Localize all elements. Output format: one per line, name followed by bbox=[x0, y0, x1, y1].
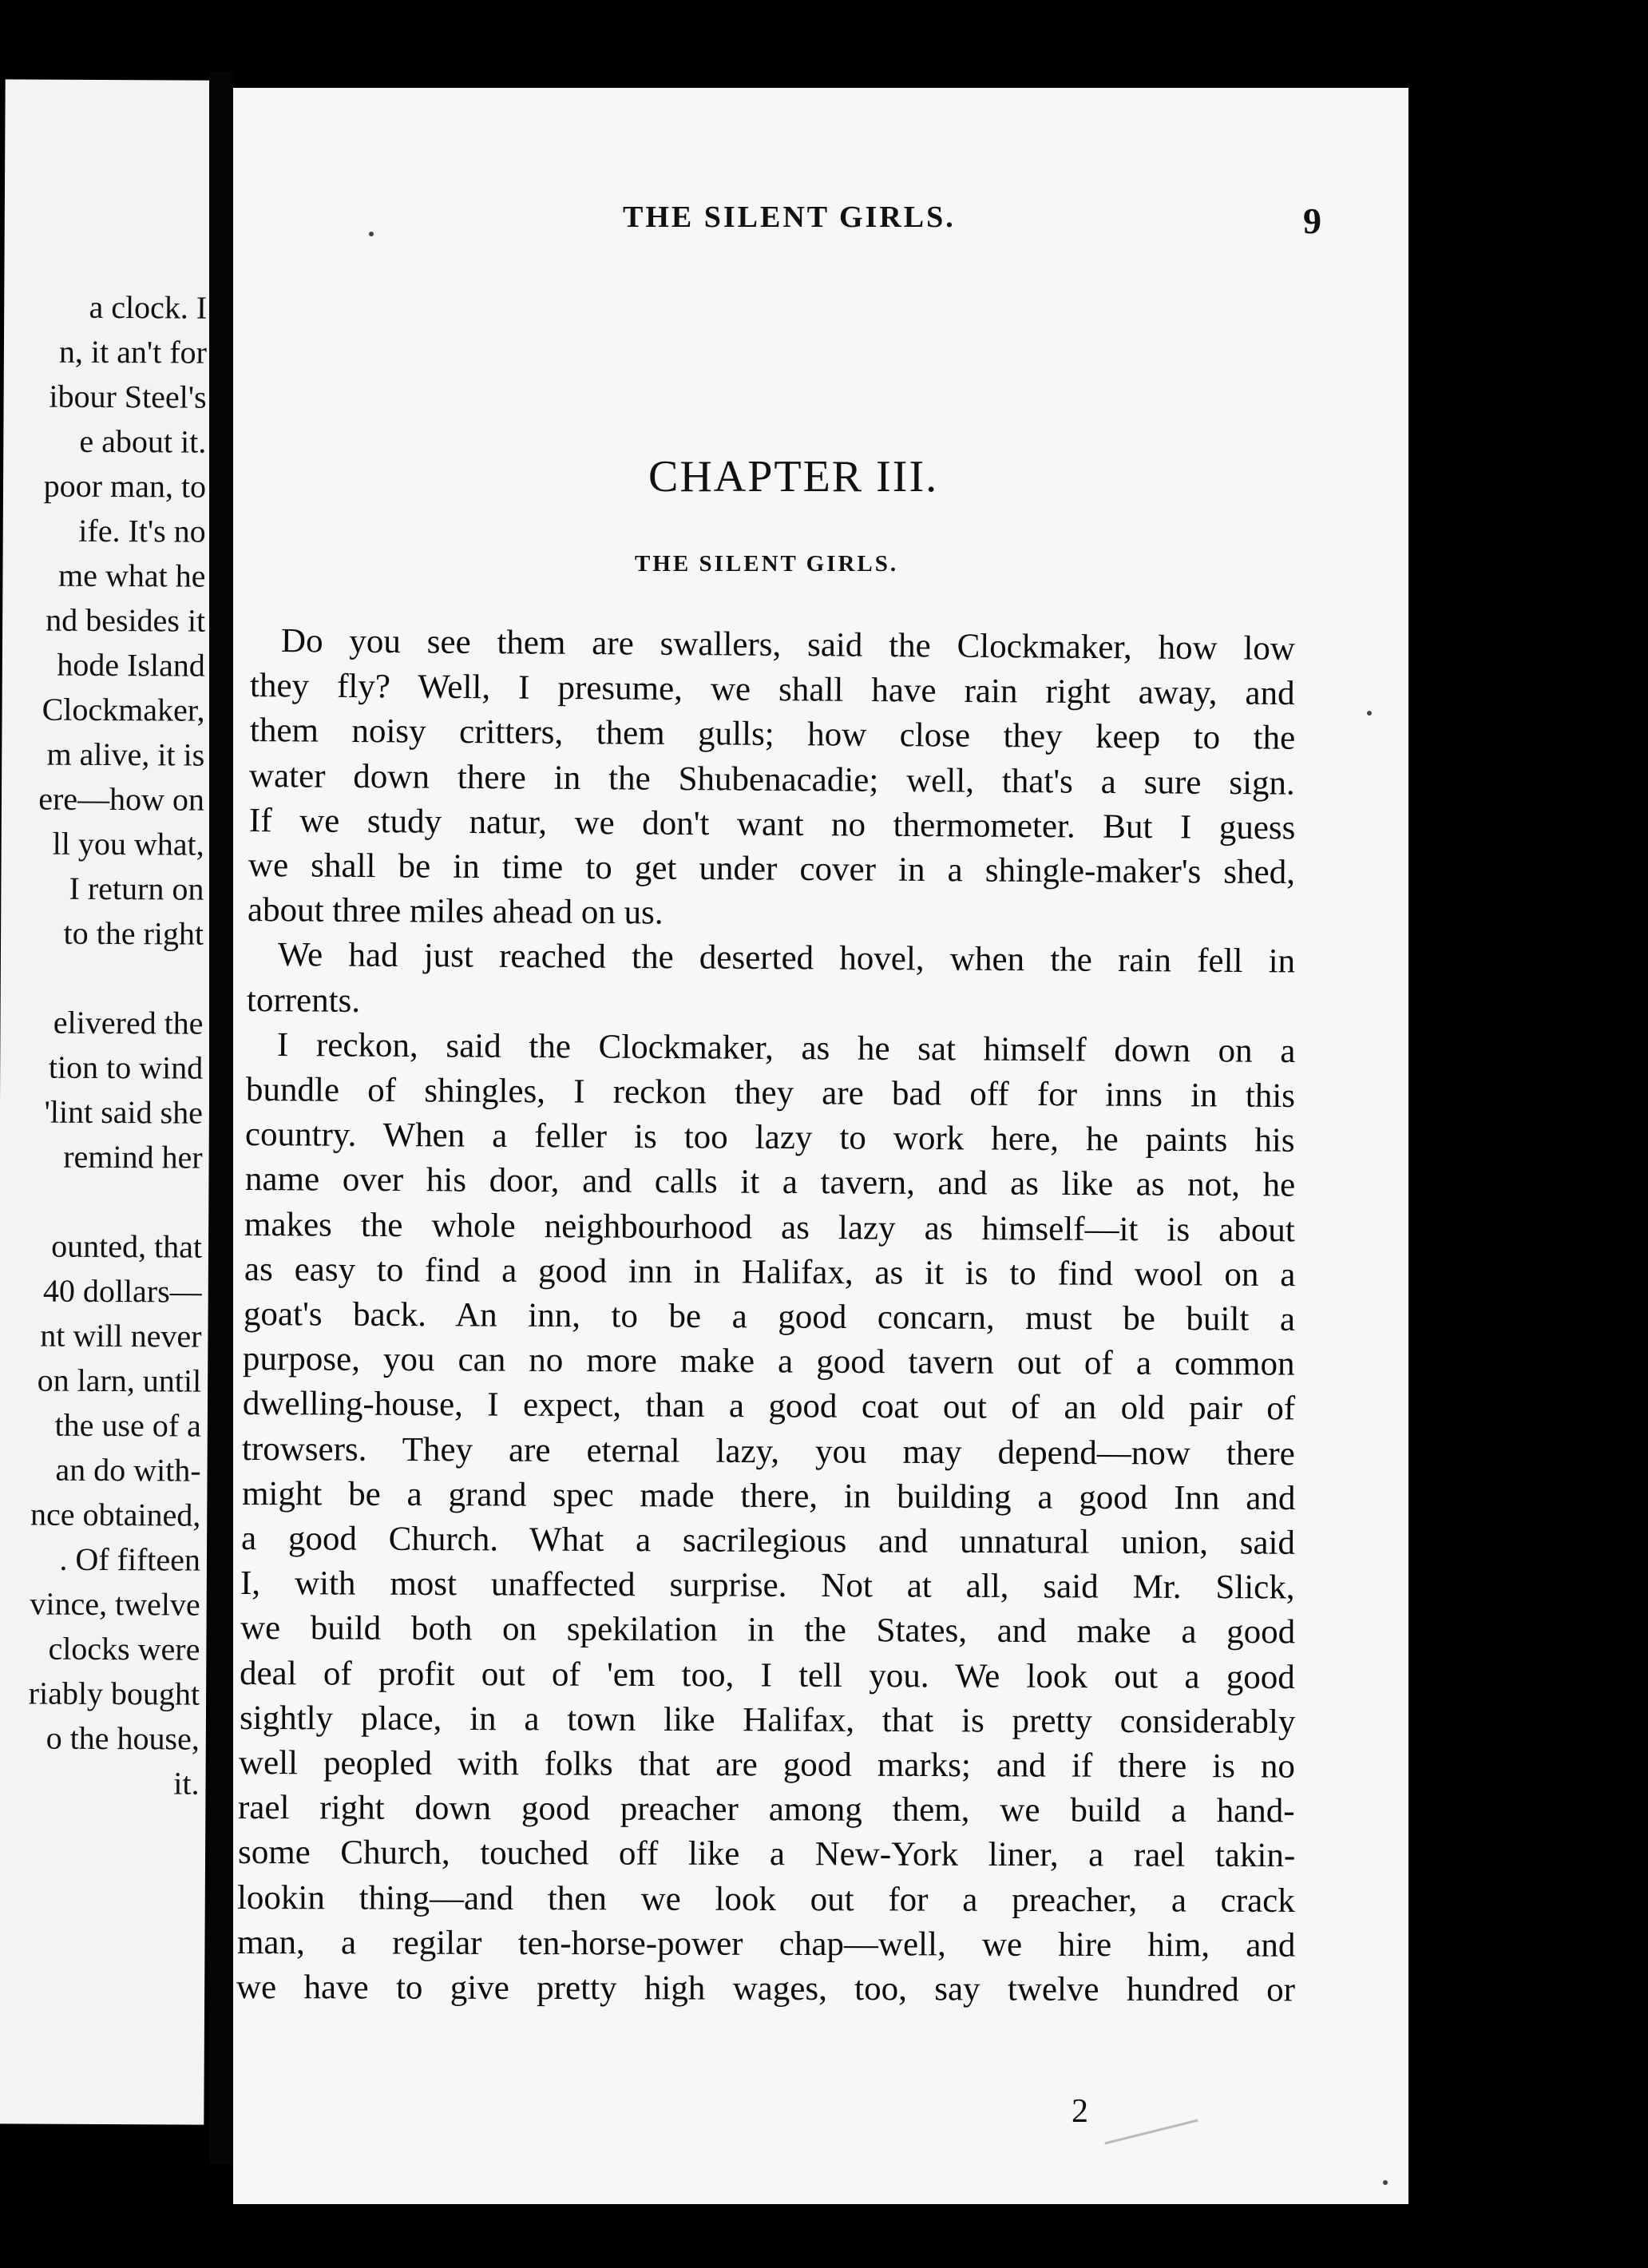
left-page-line: m alive, it is bbox=[46, 736, 205, 773]
left-page-line: nt will never bbox=[40, 1317, 202, 1354]
body-text-line: deal of profit out of 'em too, I tell you. We look out a good bbox=[240, 1654, 1296, 1696]
left-page-line: on larn, until bbox=[37, 1362, 202, 1399]
scratch-mark bbox=[1104, 2119, 1198, 2145]
chapter-title: CHAPTER III. bbox=[648, 452, 939, 502]
body-text-line: man, a regilar ten-horse-power chap—well, we hire him, and bbox=[236, 1923, 1296, 1965]
speck bbox=[1367, 711, 1372, 716]
left-page-line: ibour Steel's bbox=[49, 378, 207, 415]
body-text-line: water down there in the Shubenacadie; well, that's a sure sign. bbox=[249, 756, 1296, 803]
left-page-line: elivered the bbox=[53, 1004, 204, 1041]
body-text-line: goat's back. An inn, to be a good concarn, must be built a bbox=[243, 1295, 1296, 1338]
body-text-line: Do you see them are swallers, said the Clockmaker, how low bbox=[280, 622, 1296, 668]
body-text-line: makes the whole neighbourhood as lazy as himself—it is about bbox=[244, 1205, 1296, 1249]
left-page-line: hode Island bbox=[57, 646, 205, 684]
left-page-line: vince, twelve bbox=[30, 1585, 200, 1623]
left-page bbox=[0, 79, 215, 2124]
left-page-line: riably bought bbox=[28, 1675, 200, 1712]
body-text-line: sightly place, in a town like Halifax, that is pretty considerably bbox=[239, 1699, 1296, 1741]
left-page-line: to the right bbox=[63, 914, 204, 952]
left-page-line: 'lint said she bbox=[44, 1093, 204, 1131]
left-page-line: the use of a bbox=[54, 1406, 201, 1444]
left-page-line: remind her bbox=[63, 1138, 203, 1176]
body-text-line: bundle of shingles, I reckon they are bad off for inns in this bbox=[245, 1071, 1296, 1116]
body-text-line: We had just reached the deserted hovel, when the rain fell in bbox=[277, 936, 1296, 981]
section-title: THE SILENT GIRLS. bbox=[635, 551, 899, 577]
left-page-line: me what he bbox=[57, 557, 206, 594]
left-page-line: Clockmaker, bbox=[42, 691, 205, 728]
left-page-line: a clock. I bbox=[89, 288, 208, 326]
left-page-line: I return on bbox=[69, 870, 204, 907]
left-page-line: nd besides it bbox=[46, 601, 206, 639]
book-gutter bbox=[209, 72, 233, 2164]
left-page-line: an do with- bbox=[55, 1451, 201, 1489]
body-text-line: torrents. bbox=[247, 981, 361, 1020]
speck bbox=[369, 232, 374, 236]
page-number: 9 bbox=[1303, 200, 1321, 241]
body-text-line: If we study natur, we don't want no thermometer. But I guess bbox=[248, 801, 1296, 847]
body-text-line: a good Church. What a sacrilegious and unnatural union, said bbox=[240, 1520, 1296, 1562]
left-page-line: o the house, bbox=[46, 1719, 200, 1757]
body-text-line: lookin thing—and then we look out for a preacher, a crack bbox=[237, 1878, 1296, 1920]
body-text-line: country. When a feller is too lazy to work here, he paints his bbox=[245, 1116, 1296, 1160]
body-text-line: purpose, you can no more make a good tavern out of a common bbox=[243, 1340, 1296, 1383]
left-page-line: ife. It's no bbox=[78, 512, 206, 549]
body-text-line: we shall be in time to get under cover in a shingle-maker's shed, bbox=[248, 847, 1296, 892]
body-text-line: might be a grand spec made there, in building a good Inn and bbox=[241, 1474, 1296, 1517]
body-text-line: I reckon, said the Clockmaker, as he sat himself down on a bbox=[276, 1025, 1296, 1070]
left-page-line: tion to wind bbox=[48, 1049, 204, 1086]
body-text-line: about three miles ahead on us. bbox=[248, 891, 664, 932]
left-page-line: 40 dollars— bbox=[42, 1272, 202, 1310]
body-text-line: name over his door, and calls it a tavern, and as like as not, he bbox=[244, 1160, 1296, 1204]
body-text-line: as easy to find a good inn in Halifax, as it is to find wool on a bbox=[244, 1250, 1296, 1294]
left-page-line: ll you what, bbox=[52, 825, 204, 862]
left-page-line: ere—how on bbox=[38, 780, 205, 818]
body-text-line: we build both on spekilation in the States, and make a good bbox=[240, 1609, 1296, 1651]
left-page-line: e about it. bbox=[79, 422, 207, 460]
left-page-line: clocks were bbox=[48, 1630, 200, 1667]
right-page bbox=[233, 88, 1408, 2204]
body-text-line: them noisy critters, them gulls; how close they keep to the bbox=[249, 712, 1296, 758]
body-text-line: rael right down good preacher among them, we build a hand- bbox=[238, 1789, 1296, 1830]
body-text-line: some Church, touched off like a New-York liner, a rael takin- bbox=[237, 1834, 1296, 1875]
left-page-line: . Of fifteen bbox=[59, 1540, 201, 1578]
body-text-line: we have to give pretty high wages, too, say twelve hundred or bbox=[236, 1969, 1296, 2009]
body-text-line: dwelling-house, I expect, than a good coat out of an old pair of bbox=[242, 1385, 1296, 1428]
speck bbox=[1383, 2180, 1388, 2185]
left-page-line: n, it an't for bbox=[58, 333, 208, 371]
left-page-line: it. bbox=[173, 1765, 200, 1802]
left-page-line: nce obtained, bbox=[30, 1496, 201, 1533]
running-head: THE SILENT GIRLS. bbox=[623, 200, 956, 234]
body-text-line: trowsers. They are eternal lazy, you may depend—now there bbox=[242, 1429, 1296, 1473]
body-text-line: they fly? Well, I presume, we shall have rain right away, and bbox=[250, 667, 1296, 713]
body-text-line: well peopled with folks that are good marks; and if there is no bbox=[238, 1744, 1296, 1786]
signature-mark: 2 bbox=[1072, 2093, 1088, 2130]
left-page-line: ounted, that bbox=[51, 1227, 203, 1265]
left-page-line: poor man, to bbox=[43, 467, 207, 505]
body-text-line: I, with most unaffected surprise. Not at all, said Mr. Slick, bbox=[240, 1564, 1296, 1607]
